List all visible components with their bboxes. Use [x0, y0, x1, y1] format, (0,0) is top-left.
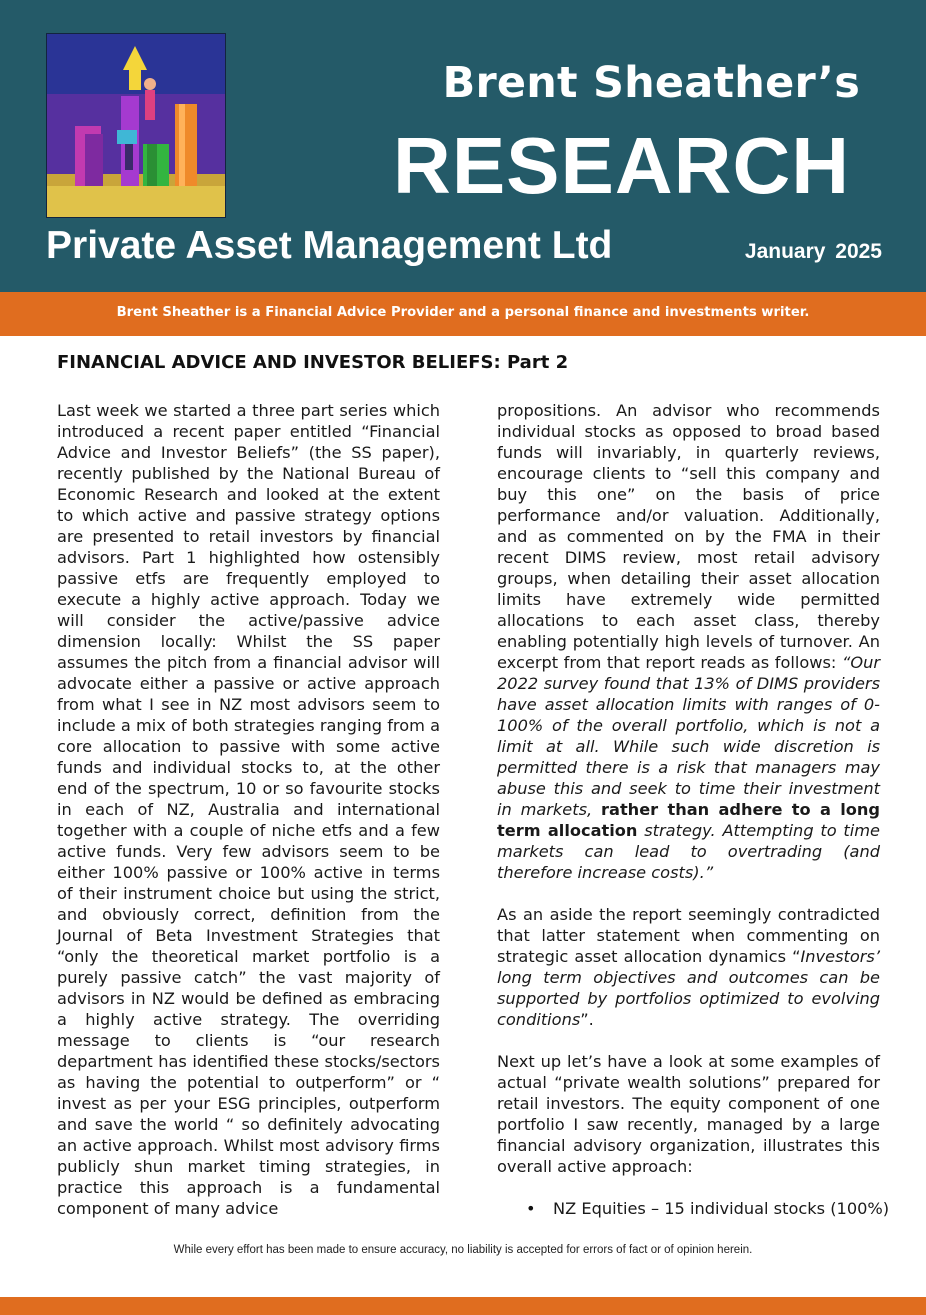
- right-column-paragraph-2: [497, 904, 880, 1030]
- brand-name: Brent Sheather’s: [442, 58, 860, 108]
- author-banner-text: Brent Sheather is a Financial Advice Provider and a personal finance and investments writer.: [116, 305, 810, 320]
- list-item: • NZ Equities – 15 individual stocks (100%): [553, 1198, 880, 1219]
- company-name: Private Asset Management Ltd: [46, 224, 613, 267]
- article-title: FINANCIAL ADVICE AND INVESTOR BELIEFS: Part 2: [57, 352, 569, 373]
- footer-bar: [0, 1297, 926, 1315]
- right-column-paragraph-1: [497, 400, 880, 883]
- fma-quote-end: strategy. Attempting to time markets can lead to overtrading (and therefore increase costs).”: [497, 821, 880, 882]
- brand-research-title: RESEARCH: [393, 121, 850, 210]
- article-right-column: [497, 400, 890, 1219]
- fma-quote-emphasis: rather than adhere to a long term allocation: [497, 800, 881, 840]
- paragraph-text: As an aside the report seemingly contradicted that latter statement when commenting on strategic asset allocation dynamics “: [497, 905, 880, 966]
- masthead: [0, 0, 926, 292]
- author-banner: [0, 292, 926, 336]
- left-column-paragraph: Last week we started a three part series which introduced a recent paper entitled “Financial Advice and Investor Beliefs” (the SS paper), recently published by the National Bureau of Economic Research and looked at the extent to which active and passive strategy options are presented to retail investors by financial advisors. Part 1 highlighted how ostensibly passive etfs are frequently employed to execute a highly active approach. Today we will consider the active/passive advice dimension locally: Whilst the SS paper assumes the pitch from a financial advisor will advocate either a passive or active approach from what I see in NZ most advisors seem to include a mix of both strategies ranging from a core allocation to passive with some active funds and individual stocks to, at the other end of the spectrum, 10 or so favourite stocks in each of NZ, Australia and international together with a couple of niche etfs and a few active funds. Very few advisors seem to be either 100% passive or 100% active in terms of their instrument choice but using the strict, and obviously correct, definition from the Journal of Beta Investment Strategies that “only the theoretical market portfolio is a purely passive catch” the vast majority of advisors in NZ would be defined as embracing a highly active strategy. The overriding message to clients is “our research department has identified these stocks/sectors as having the potential to outperform” or “ invest as per your ESG principles, outperform and save the world “ so definitely advocating an active approach. Whilst most advisory firms publicly shun market timing strategies, in practice this approach is a fundamental component of many advice: [57, 401, 440, 1218]
- quote-close: ”.: [580, 1010, 594, 1029]
- report-quote: Investors’ long term objectives and outcomes can be supported by portfolios optimized to evolving conditions: [497, 947, 880, 1029]
- right-column-paragraph-3: Next up let’s have a look at some examples of actual “private wealth solutions” prepared for retail investors. The equity component of one portfolio I saw recently, managed by a large financial advisory organization, illustrates this overall active approach:: [497, 1052, 880, 1176]
- paragraph-text: propositions. An advisor who recommends individual stocks as opposed to broad based funds will invariably, in quarterly reviews, encourage clients to “sell this company and buy this one” on the basis of price performance and/or valuation. Additionally, and as commented on by the FMA in their recent DIMS review, most retail advisory groups, when detailing their asset allocation limits have extremely wide permitted allocations to each asset class, thereby enabling potentially high levels of turnover. An excerpt from that report reads as follows:: [497, 401, 880, 672]
- fma-quote: “Our 2022 survey found that 13% of DIMS providers have asset allocation limits with ranges of 0-100% of the overall portfolio, which is not a limit at all. While such wide discretion is permitted there is a risk that managers may abuse this and seek to time their investment in markets,: [497, 653, 880, 819]
- article-left-column: [57, 400, 440, 1219]
- issue-date: January 2025: [744, 240, 882, 263]
- bar-chart-climber-illustration: [46, 33, 226, 218]
- portfolio-bullet-list: [497, 1198, 890, 1219]
- disclaimer-text: While every effort has been made to ensure accuracy, no liability is accepted for errors of fact or of opinion herein.: [173, 1244, 753, 1256]
